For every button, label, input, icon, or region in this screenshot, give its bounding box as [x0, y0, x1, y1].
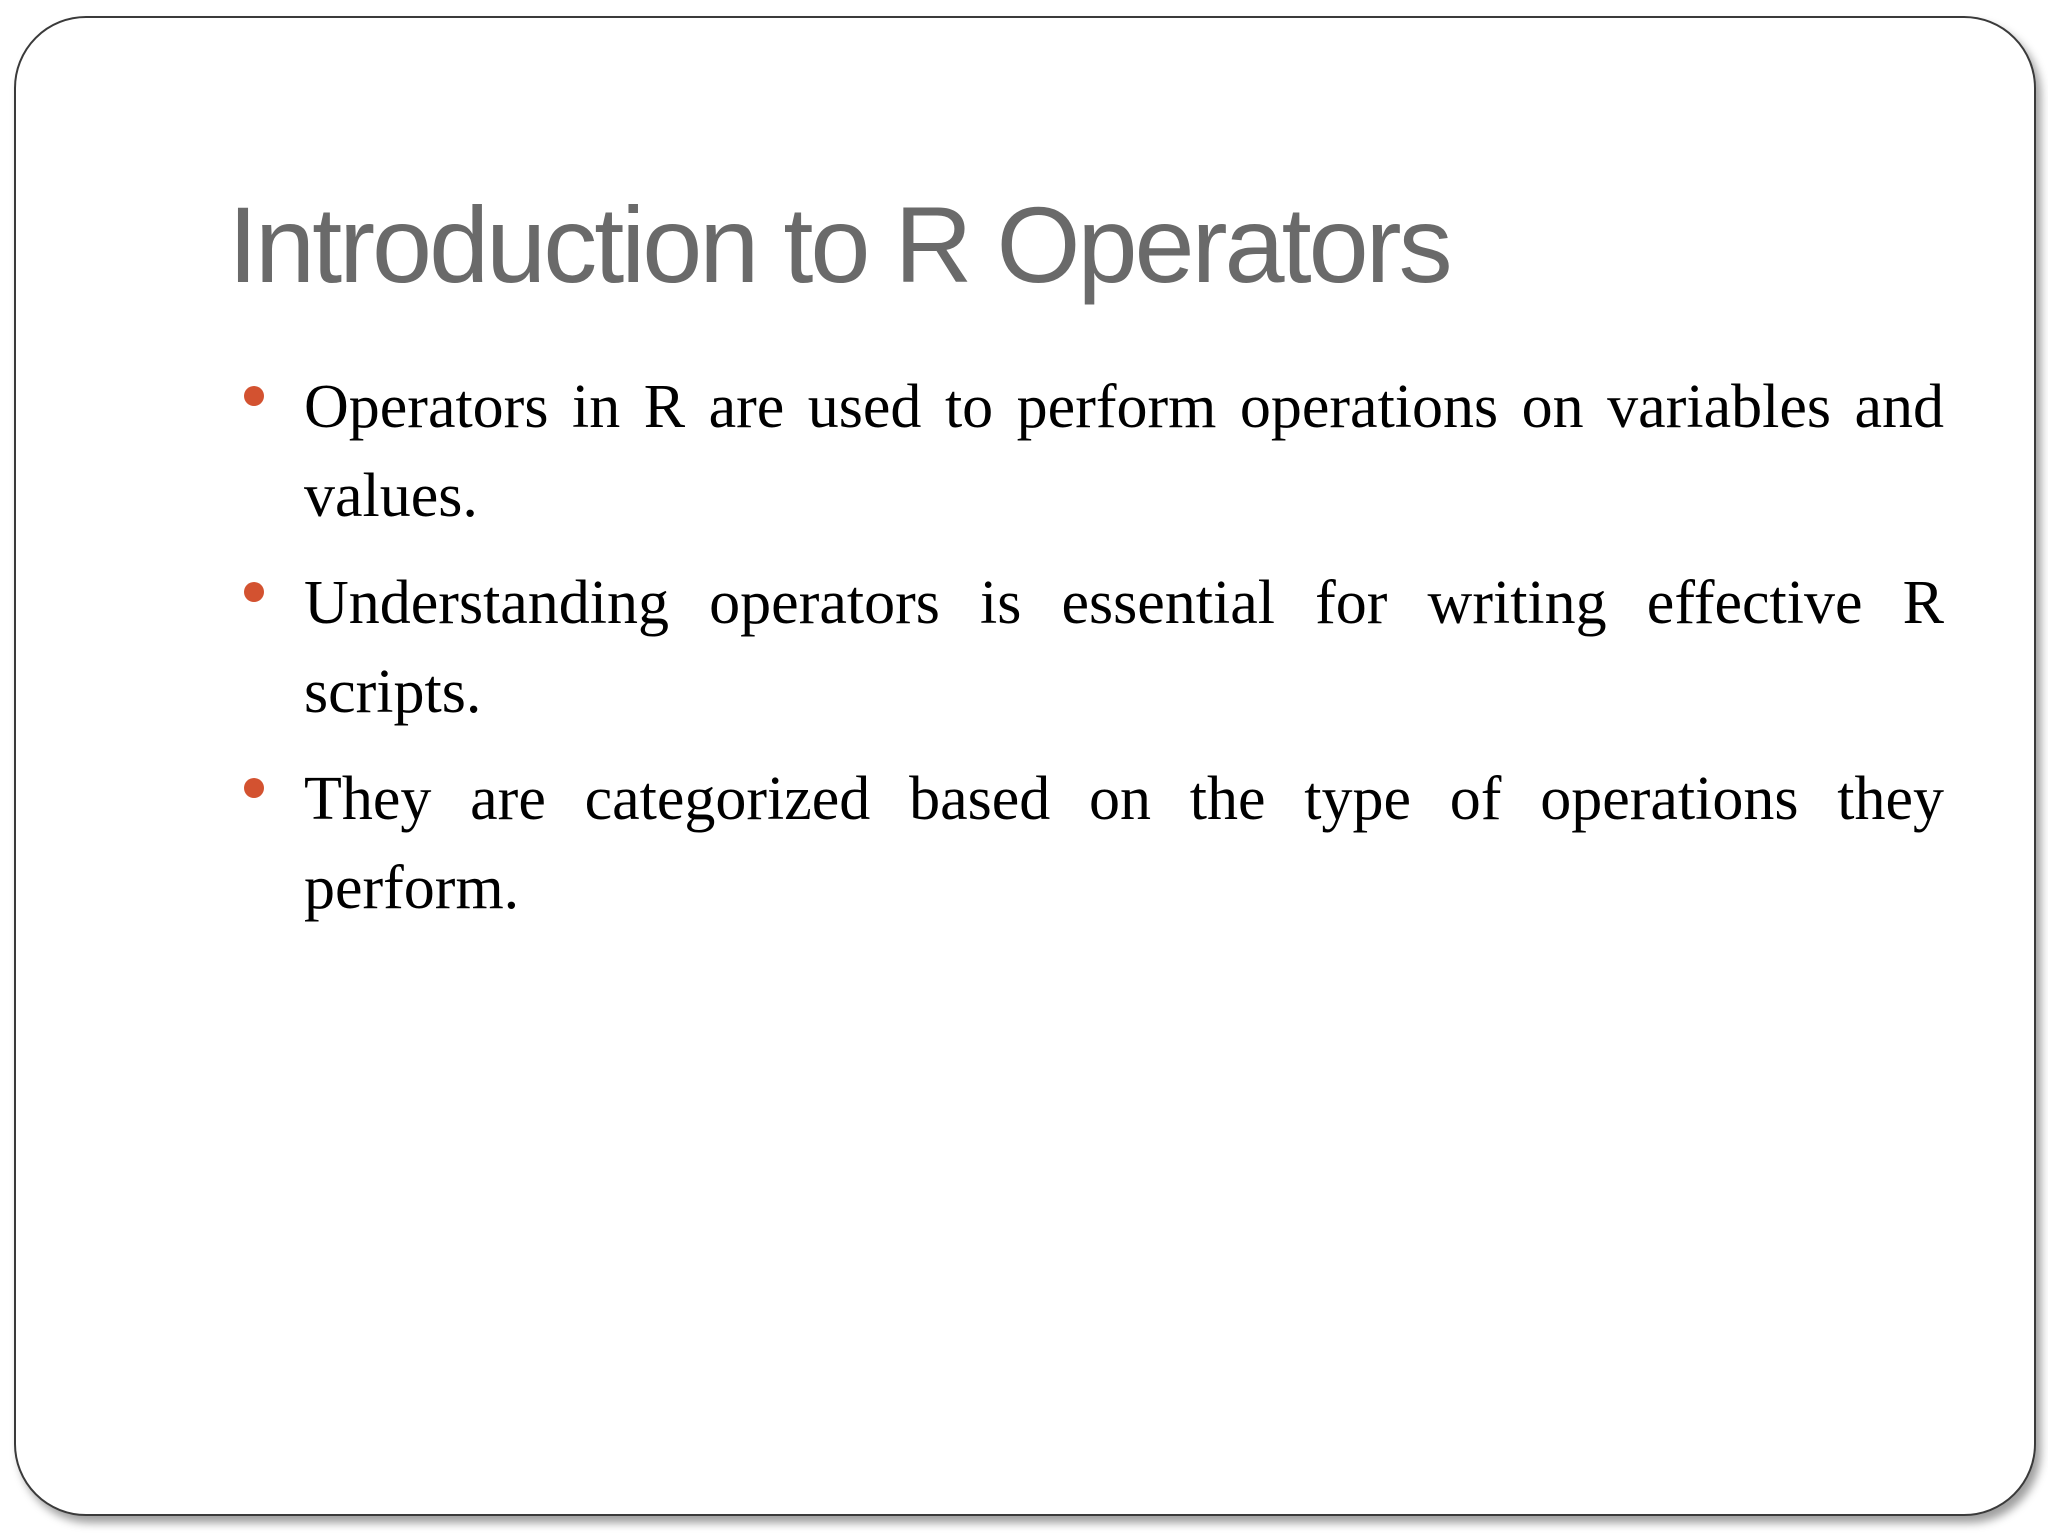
slide-frame [14, 16, 2036, 1516]
bullet-list [234, 363, 1944, 951]
bullet-dot-icon [244, 386, 264, 406]
slide-title: Introduction to R Operators [228, 184, 1450, 305]
bullet-dot-icon [244, 778, 264, 798]
bullet-item [234, 755, 1944, 933]
bullet-dot-icon [244, 582, 264, 602]
bullet-item [234, 363, 1944, 541]
bullet-text: Operators in R are used to perform operations on variables and values. [304, 373, 1944, 530]
bullet-text: They are categorized based on the type of operations they perform. [304, 765, 1944, 922]
bullet-item [234, 559, 1944, 737]
bullet-text: Understanding operators is essential for writing effective R scripts. [304, 569, 1944, 726]
